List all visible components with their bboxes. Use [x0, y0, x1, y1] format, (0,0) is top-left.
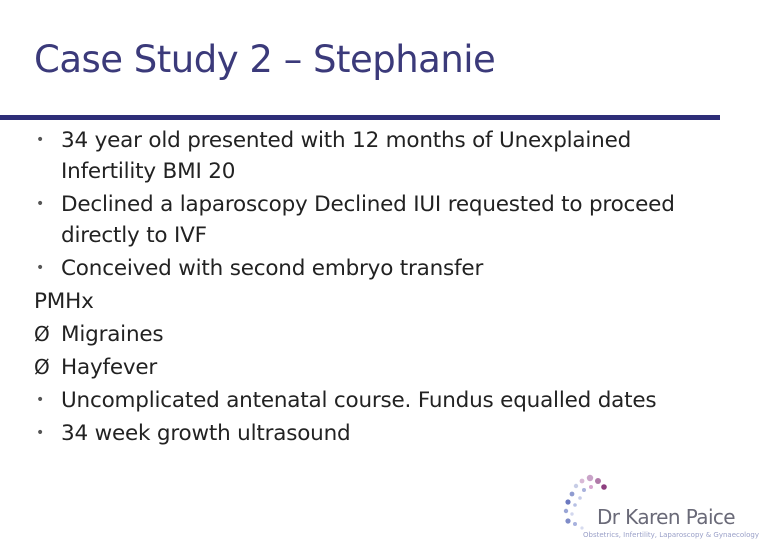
list-item-text: Conceived with second embryo transfer: [61, 256, 484, 281]
bullet-icon: •: [36, 392, 45, 408]
bullet-icon: •: [36, 260, 45, 276]
list-item: [34, 318, 694, 351]
list-item-text: 34 year old presented with 12 months of Unexplained Infertility BMI 20: [61, 128, 632, 184]
bullet-icon: •: [36, 196, 45, 212]
arrow-bullet-icon: Ø: [34, 322, 50, 346]
logo-tagline: Obstetrics, Infertility, Laparoscopy & Gynaecology: [583, 531, 759, 539]
list-item-text: 34 week growth ultrasound: [61, 421, 351, 446]
bullet-icon: •: [36, 425, 45, 441]
brand-logo: [560, 472, 759, 540]
content-list: [34, 124, 694, 450]
list-item-text: Migraines: [61, 322, 164, 347]
bullet-icon: •: [36, 132, 45, 148]
list-item-text: Uncomplicated antenatal course. Fundus equalled dates: [61, 388, 657, 413]
logo-name: Dr Karen Paice: [597, 505, 735, 529]
list-item: [34, 351, 694, 384]
list-item: [34, 252, 694, 285]
arrow-bullet-icon: Ø: [34, 355, 50, 379]
list-item-text: Declined a laparoscopy Declined IUI requested to proceed directly to IVF: [61, 192, 675, 248]
list-item-text: Hayfever: [61, 355, 158, 380]
list-item: [34, 384, 694, 417]
slide-title: Case Study 2 – Stephanie: [34, 38, 496, 81]
list-item: [34, 417, 694, 450]
list-item: [34, 285, 694, 318]
title-divider: [0, 115, 720, 120]
list-item: [34, 188, 694, 252]
list-item-text: PMHx: [34, 289, 94, 314]
list-item: [34, 124, 694, 188]
